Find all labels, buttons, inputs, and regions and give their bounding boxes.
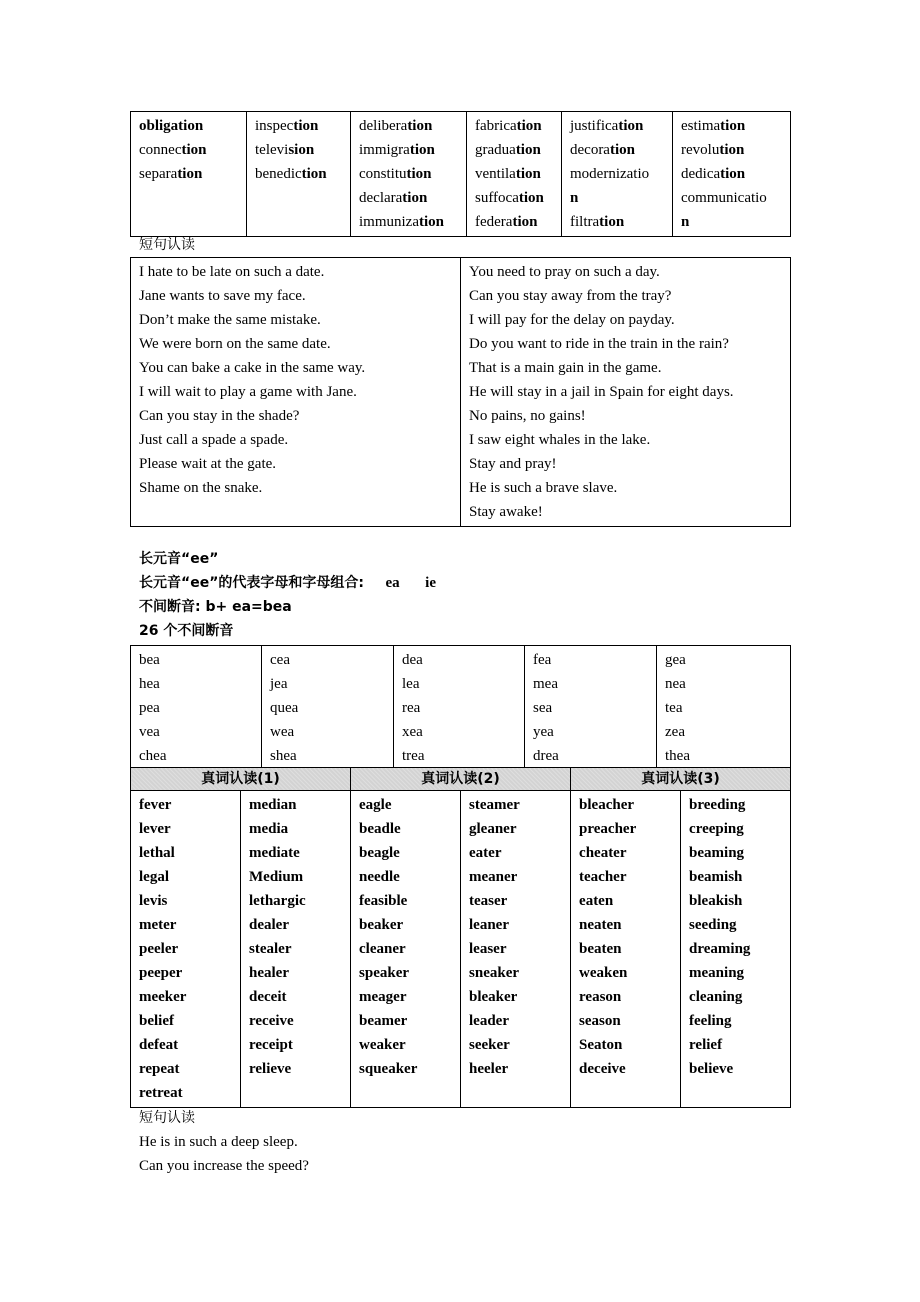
- tion-word: [139, 138, 238, 162]
- syllable: bea: [139, 652, 160, 668]
- real-word: receipt: [249, 1037, 293, 1053]
- real-word: needle: [359, 869, 400, 885]
- real-words-column: [351, 791, 461, 1108]
- sentence: Just call a spade a spade.: [139, 432, 289, 448]
- syllable: dea: [402, 652, 423, 668]
- real-word: sneaker: [469, 965, 520, 981]
- sentence: Can you stay away from the tray?: [469, 288, 672, 304]
- word-suffix: sion: [288, 142, 315, 158]
- syllable-row: [131, 646, 791, 771]
- syllable: quea: [270, 700, 299, 716]
- tion-word: [359, 114, 458, 138]
- tion-word: [681, 114, 782, 138]
- sentence: He will stay in a jail in Spain for eight days.: [469, 384, 734, 400]
- real-word: beamish: [689, 869, 743, 885]
- real-word: meager: [359, 989, 407, 1005]
- word-stem: gradua: [475, 142, 516, 158]
- real-word: leader: [469, 1013, 509, 1029]
- word-suffix: tion: [409, 142, 435, 158]
- word-suffix: tion: [518, 190, 544, 206]
- real-word: peeper: [139, 965, 183, 981]
- tion-column: [247, 112, 351, 237]
- real-word: meaning: [689, 965, 745, 981]
- syllable-column: [131, 646, 262, 771]
- sentence: Please wait at the gate.: [139, 456, 277, 472]
- syllable: pea: [139, 700, 160, 716]
- real-word: beagle: [359, 845, 400, 861]
- tion-word: [475, 210, 553, 234]
- real-word: retreat: [139, 1085, 183, 1101]
- tion-column: [467, 112, 562, 237]
- word-suffix: n: [570, 190, 579, 206]
- real-words-header-2: 真词认读(2): [351, 768, 571, 791]
- long-vowel-title: [139, 547, 218, 571]
- sentence: That is a main gain in the game.: [469, 360, 662, 376]
- real-word: beaker: [359, 917, 404, 933]
- sentence: You need to pray on such a day.: [469, 264, 660, 280]
- word-suffix: tion: [719, 142, 745, 158]
- sentence: Jane wants to save my face.: [139, 288, 306, 304]
- real-word: bleaker: [469, 989, 518, 1005]
- syllable: lea: [402, 676, 420, 692]
- short-sentences-heading: 短句认读: [139, 237, 195, 253]
- word-stem: televi: [255, 142, 289, 158]
- word-stem: suffoca: [475, 190, 519, 206]
- word-stem: revolu: [681, 142, 720, 158]
- tion-column: [351, 112, 467, 237]
- word-suffix: tion: [512, 214, 538, 230]
- word-suffix: tion: [516, 118, 542, 134]
- real-word: beadle: [359, 821, 401, 837]
- word-suffix: tion: [301, 166, 327, 182]
- tion-word: [475, 114, 553, 138]
- real-word: levis: [139, 893, 168, 909]
- tion-word: [681, 210, 782, 234]
- syllable: fea: [533, 652, 552, 668]
- real-word: deceive: [579, 1061, 626, 1077]
- word-suffix: tion: [419, 214, 445, 230]
- syllable: drea: [533, 748, 559, 764]
- syllable: tea: [665, 700, 683, 716]
- word-stem: ventila: [475, 166, 516, 182]
- word-suffix: tion: [293, 118, 319, 134]
- real-word: preacher: [579, 821, 637, 837]
- tion-word: [359, 138, 458, 162]
- real-word: feasible: [359, 893, 408, 909]
- sentence: I saw eight whales in the lake.: [469, 432, 651, 448]
- word-suffix: tion: [515, 166, 541, 182]
- real-word: breeding: [689, 797, 746, 813]
- tion-word: [570, 210, 664, 234]
- word-stem: decora: [570, 142, 610, 158]
- real-words-column: [241, 791, 351, 1108]
- real-word: believe: [689, 1061, 734, 1077]
- word-suffix: n: [681, 214, 690, 230]
- syllable: yea: [533, 724, 554, 740]
- real-word: eater: [469, 845, 502, 861]
- word-stem: dedica: [681, 166, 721, 182]
- syllable: thea: [665, 748, 690, 764]
- syllable: vea: [139, 724, 160, 740]
- word-stem: immigra: [359, 142, 410, 158]
- real-word: relief: [689, 1037, 723, 1053]
- real-word: median: [249, 797, 297, 813]
- combo-ea: ea: [385, 575, 400, 591]
- syllable-table: [130, 645, 791, 771]
- syllable: cea: [270, 652, 290, 668]
- sentence: Can you increase the speed?: [139, 1158, 309, 1174]
- sentence: I will pay for the delay on payday.: [469, 312, 675, 328]
- word-suffix: obligation: [139, 118, 204, 134]
- syllable: rea: [402, 700, 421, 716]
- real-word: season: [579, 1013, 621, 1029]
- real-words-column: [461, 791, 571, 1108]
- sentences-left-column: [131, 258, 461, 527]
- syllable: gea: [665, 652, 686, 668]
- word-suffix: tion: [599, 214, 625, 230]
- sentence: He is in such a deep sleep.: [139, 1134, 298, 1150]
- word-suffix: tion: [177, 166, 203, 182]
- real-word: Medium: [249, 869, 304, 885]
- real-words-table: [130, 767, 791, 1108]
- real-word: heeler: [469, 1061, 509, 1077]
- tion-word: [359, 162, 458, 186]
- real-word: belief: [139, 1013, 174, 1029]
- real-word: lever: [139, 821, 171, 837]
- word-suffix: tion: [720, 166, 746, 182]
- tion-word: [570, 186, 664, 210]
- real-word: steamer: [469, 797, 520, 813]
- tion-word: [475, 138, 553, 162]
- syllable: shea: [270, 748, 297, 764]
- real-word: legal: [139, 869, 169, 885]
- tion-words-table: [130, 111, 791, 237]
- syllable-column: [394, 646, 525, 771]
- real-word: beaten: [579, 941, 622, 957]
- word-suffix: tion: [406, 166, 432, 182]
- real-words-header-row: [131, 768, 791, 791]
- syllable: chea: [139, 748, 167, 764]
- syllable-count-line: [139, 619, 233, 643]
- real-word: squeaker: [359, 1061, 418, 1077]
- word-stem: separa: [139, 166, 178, 182]
- tion-word: [681, 186, 782, 210]
- syllable: zea: [665, 724, 685, 740]
- word-stem: declara: [359, 190, 403, 206]
- real-word: cleaning: [689, 989, 743, 1005]
- real-word: fever: [139, 797, 172, 813]
- combo-ie: ie: [425, 575, 436, 591]
- sentence: I hate to be late on such a date.: [139, 264, 325, 280]
- real-word: stealer: [249, 941, 292, 957]
- real-word: bleakish: [689, 893, 743, 909]
- sentence: Don’t make the same mistake.: [139, 312, 321, 328]
- sentences-right-column: [461, 258, 791, 527]
- short-sentences-heading-2: 短句认读: [139, 1110, 195, 1126]
- real-word: lethargic: [249, 893, 306, 909]
- syllable-column: [525, 646, 657, 771]
- real-word: weaker: [359, 1037, 406, 1053]
- real-words-header-3: 真词认读(3): [571, 768, 791, 791]
- real-word: dreaming: [689, 941, 751, 957]
- real-word: bleacher: [579, 797, 635, 813]
- real-word: beaming: [689, 845, 745, 861]
- real-word: meaner: [469, 869, 518, 885]
- real-word: neaten: [579, 917, 622, 933]
- tion-word: [255, 162, 342, 186]
- word-suffix: tion: [618, 118, 644, 134]
- tion-word: [255, 138, 342, 162]
- sentence: You can bake a cake in the same way.: [139, 360, 366, 376]
- real-word: lethal: [139, 845, 175, 861]
- real-word: relieve: [249, 1061, 292, 1077]
- word-suffix: tion: [720, 118, 746, 134]
- real-words-column: [571, 791, 681, 1108]
- real-word: weaken: [579, 965, 628, 981]
- real-word: leaner: [469, 917, 509, 933]
- sentences-table: [130, 257, 791, 527]
- continuous-sound-line: [139, 595, 292, 619]
- real-word: healer: [249, 965, 289, 981]
- word-suffix: tion: [407, 118, 433, 134]
- short-sentences-list: [139, 1130, 309, 1178]
- syllable: sea: [533, 700, 553, 716]
- sentence: No pains, no gains!: [469, 408, 586, 424]
- continuous-sound-label: 不间断音: b+ ea=bea: [139, 599, 292, 615]
- real-word: reason: [579, 989, 622, 1005]
- real-word: Seaton: [579, 1037, 623, 1053]
- word-stem: filtra: [570, 214, 600, 230]
- real-word: receive: [249, 1013, 294, 1029]
- tion-word: [681, 162, 782, 186]
- word-suffix: tion: [402, 190, 428, 206]
- word-stem: modernizatio: [570, 166, 650, 182]
- syllable: hea: [139, 676, 160, 692]
- tion-column: [673, 112, 791, 237]
- word-stem: communicatio: [681, 190, 767, 206]
- tion-word: [570, 114, 664, 138]
- syllable: wea: [270, 724, 295, 740]
- sentence: He is such a brave slave.: [469, 480, 618, 496]
- sentence: Can you stay in the shade?: [139, 408, 300, 424]
- real-words-row: [131, 791, 791, 1108]
- tion-word: [475, 186, 553, 210]
- real-words-column: [681, 791, 791, 1108]
- real-word: repeat: [139, 1061, 180, 1077]
- real-word: creeping: [689, 821, 744, 837]
- real-words-header-1: 真词认读(1): [131, 768, 351, 791]
- tion-word: [139, 162, 238, 186]
- syllable-column: [262, 646, 394, 771]
- sentence: We were born on the same date.: [139, 336, 331, 352]
- real-word: dealer: [249, 917, 289, 933]
- tion-word: [475, 162, 553, 186]
- representative-letters-label: 长元音“ee”的代表字母和字母组合:: [139, 575, 364, 591]
- representative-letters-line: [139, 571, 436, 595]
- tion-word: [139, 114, 238, 138]
- syllable: nea: [665, 676, 686, 692]
- real-word: mediate: [249, 845, 300, 861]
- syllable: mea: [533, 676, 558, 692]
- real-word: meeker: [139, 989, 187, 1005]
- syllable: jea: [270, 676, 288, 692]
- syllable-count-label: 26 个不间断音: [139, 623, 234, 639]
- sentence: Shame on the snake.: [139, 480, 263, 496]
- sentence: I will wait to play a game with Jane.: [139, 384, 357, 400]
- word-suffix: tion: [609, 142, 635, 158]
- word-stem: estima: [681, 118, 721, 134]
- real-word: teaser: [469, 893, 508, 909]
- real-word: media: [249, 821, 289, 837]
- real-word: seeding: [689, 917, 737, 933]
- real-word: deceit: [249, 989, 287, 1005]
- sentence: Stay and pray!: [469, 456, 557, 472]
- real-word: cleaner: [359, 941, 406, 957]
- real-word: eaten: [579, 893, 614, 909]
- tion-word: [570, 162, 664, 186]
- real-words-column: [131, 791, 241, 1108]
- real-word: leaser: [469, 941, 507, 957]
- word-stem: justifica: [570, 118, 619, 134]
- tion-word: [681, 138, 782, 162]
- word-stem: constitu: [359, 166, 407, 182]
- tion-column: [562, 112, 673, 237]
- real-word: cheater: [579, 845, 627, 861]
- real-word: gleaner: [469, 821, 517, 837]
- real-word: feeling: [689, 1013, 732, 1029]
- long-vowel-title-text: 长元音“ee”: [139, 551, 219, 567]
- word-stem: fabrica: [475, 118, 517, 134]
- sentence: Stay awake!: [469, 504, 543, 520]
- tion-word: [255, 114, 342, 138]
- real-word: eagle: [359, 797, 392, 813]
- syllable-column: [657, 646, 791, 771]
- real-word: peeler: [139, 941, 179, 957]
- word-stem: federa: [475, 214, 513, 230]
- tion-words-row: [131, 112, 791, 237]
- sentence: Do you want to ride in the train in the rain?: [469, 336, 729, 352]
- real-word: beamer: [359, 1013, 408, 1029]
- real-word: defeat: [139, 1037, 179, 1053]
- real-word: seeker: [469, 1037, 510, 1053]
- real-word: speaker: [359, 965, 410, 981]
- tion-word: [570, 138, 664, 162]
- tion-word: [359, 210, 458, 234]
- word-stem: benedic: [255, 166, 302, 182]
- real-word: meter: [139, 917, 177, 933]
- word-stem: connec: [139, 142, 182, 158]
- word-stem: immuniza: [359, 214, 419, 230]
- syllable: xea: [402, 724, 423, 740]
- word-suffix: tion: [515, 142, 541, 158]
- word-stem: inspec: [255, 118, 294, 134]
- syllable: trea: [402, 748, 425, 764]
- word-stem: delibera: [359, 118, 408, 134]
- word-suffix: tion: [181, 142, 207, 158]
- tion-column: [131, 112, 247, 237]
- tion-word: [359, 186, 458, 210]
- real-word: teacher: [579, 869, 627, 885]
